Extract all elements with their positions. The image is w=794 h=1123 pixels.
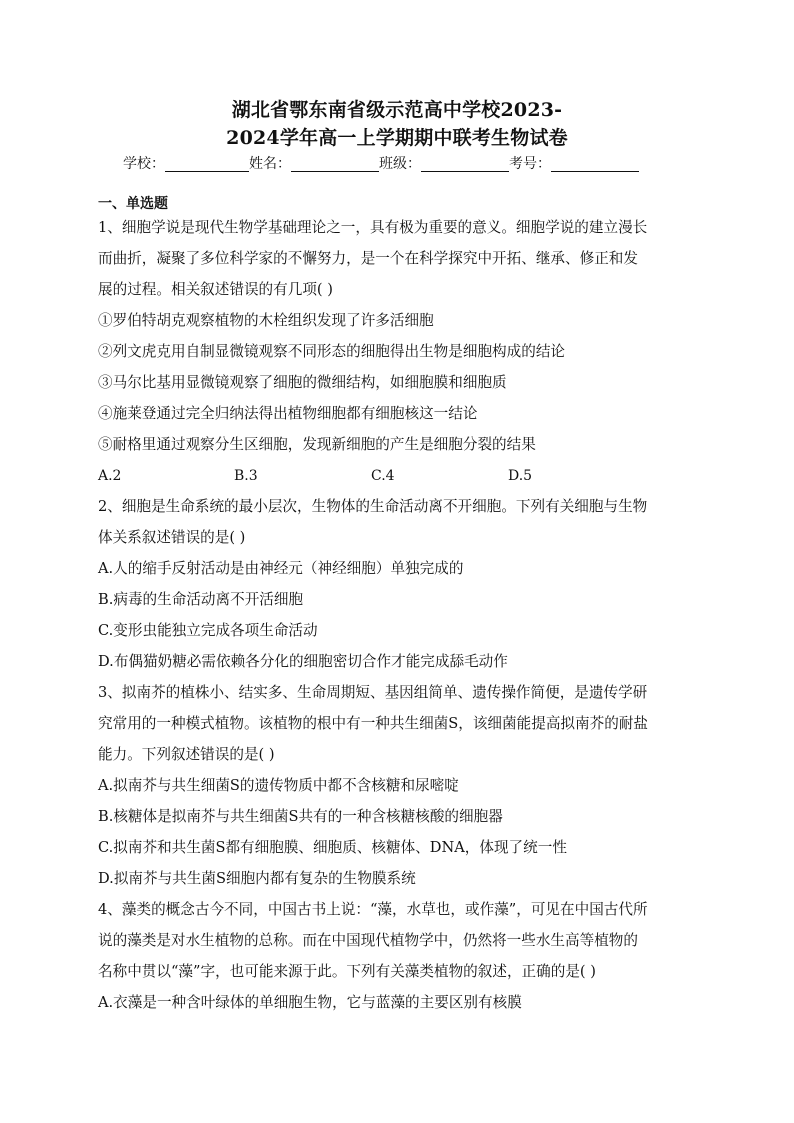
q3-stem-line2: 究常用的一种模式植物。该植物的根中有一种共生细菌S，该细菌能提高拟南芥的耐盐 <box>98 715 648 732</box>
q2-stem-line1: 2、细胞是生命系统的最小层次，生物体的生命活动离不开细胞。下列有关细胞与生物 <box>98 498 648 515</box>
q3-option-a: A.拟南芥与共生细菌S的遗传物质中都不含核糖和尿嘧啶 <box>98 777 459 794</box>
q1-stem-line1: 1、细胞学说是现代生物学基础理论之一，具有极为重要的意义。细胞学说的建立漫长 <box>98 219 648 236</box>
q2-option-a: A.人的缩手反射活动是由神经元（神经细胞）单独完成的 <box>98 560 464 577</box>
exam-title-line1: 湖北省鄂东南省级示范高中学校2023- <box>231 99 563 121</box>
section-heading: 一、单选题 <box>98 196 168 212</box>
q2-option-d: D.布偶猫奶糖必需依赖各分化的细胞密切合作才能完成舔毛动作 <box>98 653 508 670</box>
exam-title-line2: 2024学年高一上学期期中联考生物试卷 <box>226 127 568 149</box>
name-blank <box>291 154 379 172</box>
school-label: 学校： <box>123 156 165 172</box>
class-blank <box>421 154 509 172</box>
name-label: 姓名： <box>249 156 291 172</box>
q1-stem-line3: 展的过程。相关叙述错误的有几项( ) <box>98 281 333 298</box>
q4-stem-line1: 4、藻类的概念古今不同，中国古书上说：“藻，水草也，或作藻”，可见在中国古代所 <box>98 901 648 918</box>
q1-item-1: ①罗伯特胡克观察植物的木栓组织发现了许多活细胞 <box>98 312 434 329</box>
q3-stem-line3: 能力。下列叙述错误的是( ) <box>98 746 275 763</box>
student-info-line <box>123 154 683 174</box>
q1-stem-line2: 而曲折，凝聚了多位科学家的不懈努力，是一个在科学探究中开拓、继承、修正和发 <box>98 250 638 267</box>
q3-option-b: B.核糖体是拟南芥与共生细菌S共有的一种含核糖核酸的细胞器 <box>98 808 503 825</box>
q1-options <box>98 466 702 486</box>
q1-option-a: A.2 <box>98 468 122 484</box>
q4-stem-line3: 名称中贯以“藻”字，也可能来源于此。下列有关藻类植物的叙述，正确的是( ) <box>98 963 596 980</box>
q3-stem-line1: 3、拟南芥的植株小、结实多、生命周期短、基因组简单、遗传操作简便，是遗传学研 <box>98 684 648 701</box>
exam-no-label: 考号： <box>509 156 551 172</box>
q2-stem-line2: 体关系叙述错误的是( ) <box>98 529 246 546</box>
q1-option-d: D.5 <box>508 468 533 484</box>
q4-option-a: A.衣藻是一种含叶绿体的单细胞生物，它与蓝藻的主要区别有核膜 <box>98 994 522 1011</box>
q3-option-c: C.拟南芥和共生菌S都有细胞膜、细胞质、核糖体、DNA，体现了统一性 <box>98 839 567 856</box>
school-blank <box>165 154 249 172</box>
q3-option-d: D.拟南芥与共生菌S细胞内都有复杂的生物膜系统 <box>98 870 416 887</box>
q2-option-c: C.变形虫能独立完成各项生命活动 <box>98 622 318 639</box>
q1-option-b: B.3 <box>234 468 258 484</box>
q1-item-5: ⑤耐格里通过观察分生区细胞，发现新细胞的产生是细胞分裂的结果 <box>98 436 536 453</box>
q1-item-3: ③马尔比基用显微镜观察了细胞的微细结构，如细胞膜和细胞质 <box>98 374 507 391</box>
q1-item-2: ②列文虎克用自制显微镜观察不同形态的细胞得出生物是细胞构成的结论 <box>98 343 566 360</box>
q1-item-4: ④施莱登通过完全归纳法得出植物细胞都有细胞核这一结论 <box>98 405 478 422</box>
class-label: 班级： <box>379 156 421 172</box>
q1-option-c: C.4 <box>371 468 395 484</box>
exam-no-blank <box>551 154 639 172</box>
q4-stem-line2: 说的藻类是对水生植物的总称。而在中国现代植物学中，仍然将一些水生高等植物的 <box>98 932 638 949</box>
q2-option-b: B.病毒的生命活动离不开活细胞 <box>98 591 304 608</box>
